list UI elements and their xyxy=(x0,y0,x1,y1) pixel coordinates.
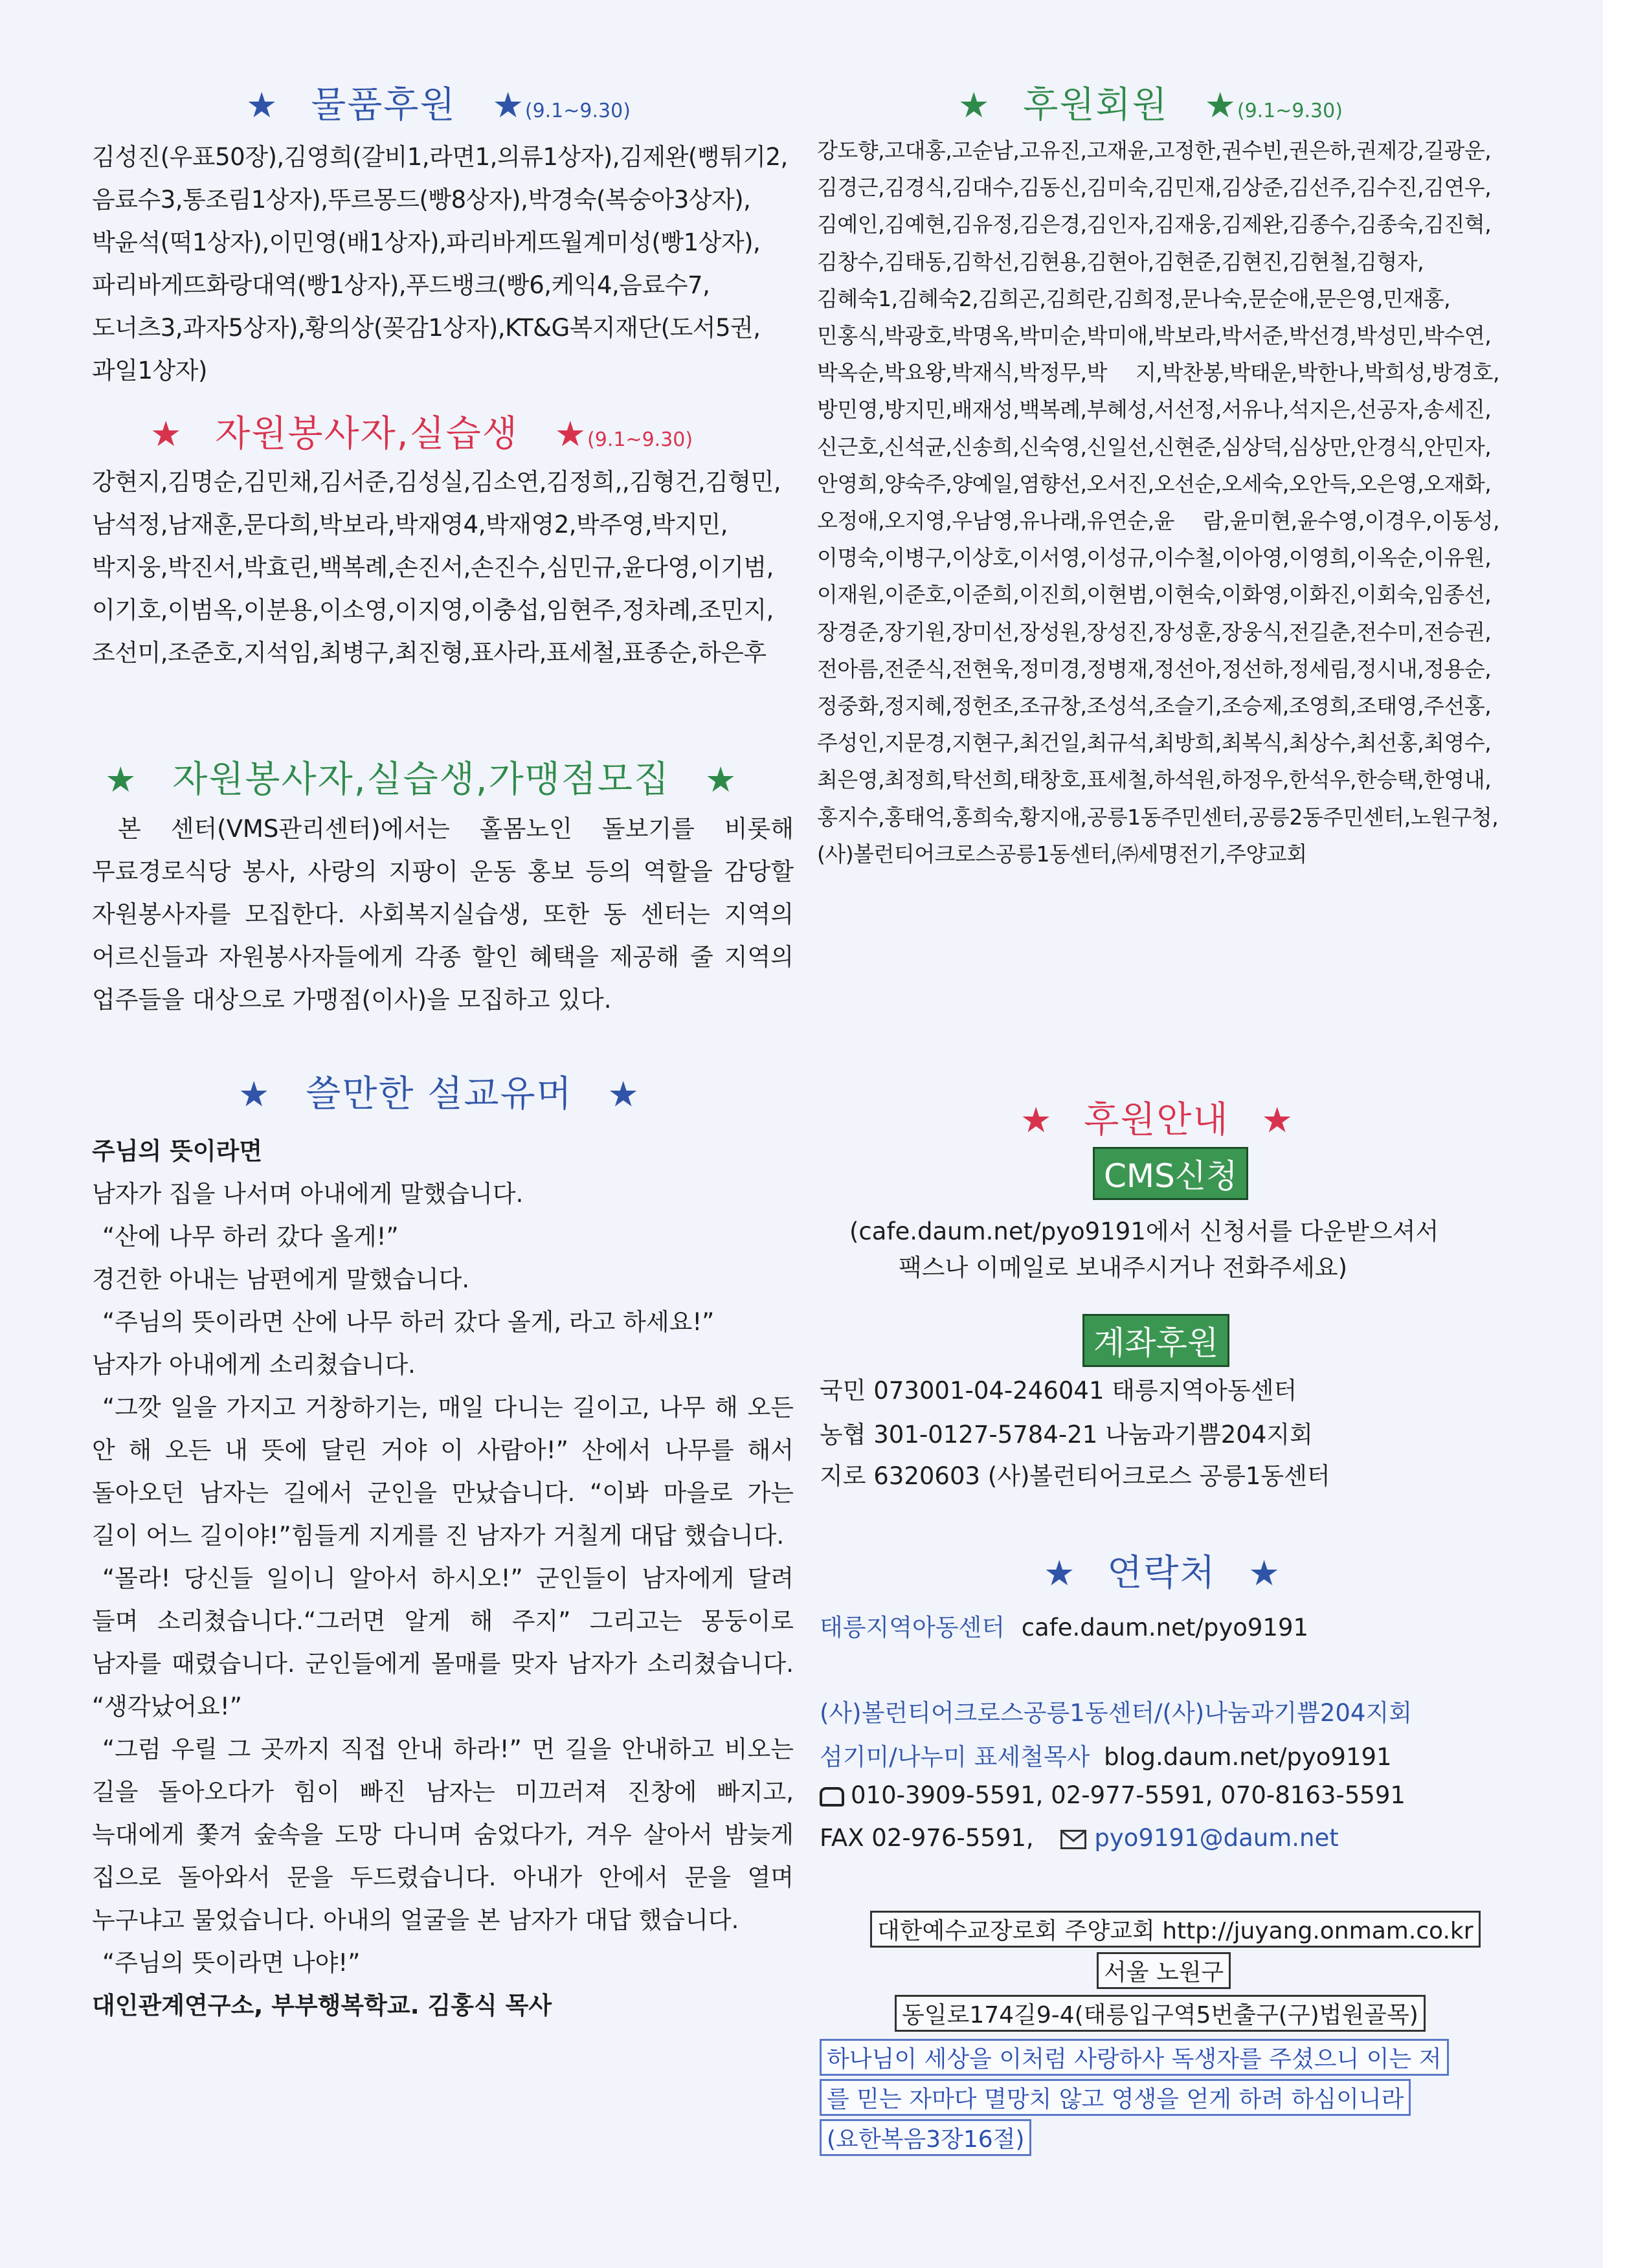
humor-line: 경건한 아내는 남편에게 말했습니다. xyxy=(92,1265,470,1293)
humor-line: “그럼 우릴 그 곳까지 직접 안내 하라!” 먼 길을 안내하고 비오는 길을 돌아오다가 힘이 빠진 남자는 미끄러져 진창에 빠지고, 늑대에게 쫓겨 숲속을 도망 다니며 숨었다가, 겨우 살아서 밤늦게 집으로 돌아와서 문을 두드렸습니다. 아내가 안에서 문을 열며 누구냐고 물었습니다. 아내의 얼굴을 본 남자가 대답 했습니다. xyxy=(92,1735,794,1934)
cms-note-2: 팩스나 이메일로 보내주시거나 전화주세요) xyxy=(899,1254,1348,1282)
phone-numbers: 010-3909-5591, 02-977-5591, 070-8163-5591 xyxy=(851,1781,1406,1809)
humor-heading: ★ 쓸만한 설교유머 ★ xyxy=(238,1073,640,1115)
verse-line-3: (요한복음3장16절) xyxy=(820,2119,1031,2156)
account-label: 계좌후원 xyxy=(1082,1314,1229,1367)
fax-number: FAX 02-976-5591, xyxy=(820,1824,1034,1852)
humor-subtitle: 주님의 뜻이라면 xyxy=(92,1137,263,1165)
star-icon: ★ xyxy=(704,759,738,800)
center-name: 태릉지역아동센터 xyxy=(820,1614,1005,1641)
goods-date: (9.1~9.30) xyxy=(524,100,631,122)
blog-url[interactable]: blog.daum.net/pyo9191 xyxy=(1104,1743,1392,1771)
humor-line: “주님의 뜻이라면 산에 나무 하러 갔다 올게, 라고 하세요!” xyxy=(102,1308,715,1336)
humor-line: “산에 나무 하러 갔다 올게!” xyxy=(102,1223,399,1251)
verse-line-1: 하나님이 세상을 이처럼 사랑하사 독생자를 주셨으니 이는 저 xyxy=(820,2039,1449,2076)
cms-note-1: (cafe.daum.net/pyo9191에서 신청서를 다운받으셔서 xyxy=(849,1217,1439,1245)
star-icon: ★ xyxy=(607,1074,640,1115)
mail-icon xyxy=(1060,1830,1086,1849)
volunteers-text: 강현지,김명순,김민채,김서준,김성실,김소연,김정희,,김형건,김형민,남석정,남재훈,문다희,박보라,박재영4,박재영2,박주영,박지민,박지웅,박진서,박효린,백복례,손진서,손진수,심민규,윤다영,이기범,이기호,이범옥,이분용,이소영,이지영,이충섭,임현주,정차례,조민지,조선미,조준호,지석임,최병구,최진형,표사라,표세철,표종순,하은후 xyxy=(92,468,781,667)
church-line-3: 동일로174길9-4(태릉입구역5번출구(구)법원골목) xyxy=(895,1995,1426,2032)
verse-line-2: 를 믿는 자마다 멸망치 않고 영생을 얻게 하려 하심이니라 xyxy=(820,2079,1411,2116)
humor-body xyxy=(92,1130,794,2027)
recruit-heading: ★ 자원봉사자,실습생,가맹점모집 ★ xyxy=(105,759,738,801)
page-margin xyxy=(1603,0,1647,2268)
humor-line: “몰라! 당신들 일이니 알아서 하시오!” 군인들이 남자에게 달려 들며 소리쳤습니다.“그러면 알게 해 주지” 그리고는 몽둥이로 남자를 때렸습니다. 군인들에게 몰매를 맞자 남자가 소리쳤습니다. “생각났어요!” xyxy=(92,1564,794,1720)
star-icon: ★ xyxy=(958,85,991,126)
church-line-2: 서울 노원구 xyxy=(1097,1952,1231,1989)
star-icon: ★ xyxy=(1204,85,1237,126)
pastor-label: 섬기미/나누미 표세철목사 xyxy=(820,1743,1090,1771)
members-heading: ★ 후원회원 ★(9.1~9.30) xyxy=(958,84,1343,126)
star-icon: ★ xyxy=(1261,1100,1294,1140)
phone-icon xyxy=(820,1787,844,1807)
center-url[interactable]: cafe.daum.net/pyo9191 xyxy=(1021,1614,1309,1641)
volunteers-heading: ★ 자원봉사자,실습생 ★(9.1~9.30) xyxy=(150,413,693,455)
humor-line: 남자가 집을 나서며 아내에게 말했습니다. xyxy=(92,1180,524,1208)
guide-heading: ★ 후원안내 ★ xyxy=(1020,1099,1294,1141)
members-text: 강도향,고대홍,고순남,고유진,고재윤,고정한,권수빈,권은하,권제강,길광운,김경근,김경식,김대수,김동신,김미숙,김민재,김상준,김선주,김수진,김연우,김예인,김예현,김유정,김은경,김인자,김재웅,김제완,김종수,김종숙,김진혁,김창수,김태동,김학선,김현용,김현아,김현준,김현진,김현철,김형자,김혜숙1,김혜숙2,김희곤,김희란,김희정,문나숙,문순애,문은영,민재홍,민홍식,박광호,박명옥,박미순,박미애,박보라,박서준,박선경,박성민,박수연,박옥순,박요왕,박재식,박정무,박 지,박찬봉,박태운,박한나,박희성,방경호,방민영,방지민,배재성,백복례,부혜성,서선정,서유나,석지은,선공자,송세진,신근호,신석균,신송희,신숙영,신일선,신현준,심상덕,심상만,안경식,안민자,안영희,양숙주,양예일,염향선,오서진,오선순,오세숙,오안득,오은영,오재화,오정애,오지영,우남영,유나래,유연순,윤 람,윤미현,윤수영,이경우,이동성,이명숙,이병구,이상호,이서영,이성규,이수철,이아영,이영희,이옥순,이유원,이재원,이준호,이준희,이진희,이현범,이현숙,이화영,이화진,이회숙,임종선,장경준,장기원,장미선,장성원,장성진,장성훈,장웅식,전길춘,전수미,전승권,전아름,전준식,전현욱,정미경,정병재,정선아,정선하,정세림,정시내,정용순,정중화,정지혜,정헌조,조규창,조성석,조슬기,조승제,조영희,조태영,주선홍,주성인,지문경,지현구,최건일,최규석,최방희,최복식,최상수,최선홍,최영수,최은영,최정희,탁선희,태창호,표세철,하석원,하정우,한석우,한승택,한영내,홍지수,홍태억,홍희숙,황지애,공릉1동주민센터,공릉2동주민센터,노원구청,(사)볼런티어크로스공릉1동센터,㈜세명전기,주양교회 xyxy=(817,138,1499,867)
org-line: (사)볼런티어크로스공릉1동센터/(사)나눔과기쁨204지회 xyxy=(820,1699,1412,1727)
account-line: 지로 6320603 (사)볼런티어크로스 공릉1동센터 xyxy=(820,1462,1330,1490)
star-icon: ★ xyxy=(238,1074,271,1115)
center-line xyxy=(820,1608,1308,1643)
humor-author: 대인관계연구소, 부부행복학교. 김홍식 목사 xyxy=(92,1992,552,2019)
volunteers-date: (9.1~9.30) xyxy=(587,428,693,451)
goods-text: 김성진(우표50장),김영희(갈비1,라면1,의류1상자),김제완(뻥튀기2,음료수3,통조림1상자),뚜르몽드(빵8상자),박경숙(복숭아3상자),박윤석(떡1상자),이민영(배1상자),파리바게뜨월계미성(빵1상자),파리바게뜨화랑대역(빵1상자),푸드뱅크(빵6,케익4,음료수7,도너츠3,과자5상자),황의상(꽂감1상자),KT&G복지재단(도서5권,과일1상자) xyxy=(92,143,788,384)
humor-line: “주님의 뜻이라면 나야!” xyxy=(102,1949,361,1977)
star-icon: ★ xyxy=(105,759,138,800)
pastor-line xyxy=(820,1737,1392,1772)
star-icon: ★ xyxy=(492,85,525,126)
church-line-1: 대한예수교장로회 주양교회 http://juyang.onmam.co.kr xyxy=(870,1911,1481,1948)
account-line: 농협 301-0127-5784-21 나눔과기쁨204지회 xyxy=(820,1421,1313,1449)
star-icon: ★ xyxy=(1044,1553,1077,1594)
star-icon: ★ xyxy=(1020,1100,1053,1140)
humor-line: “그깟 일을 가지고 거창하기는, 매일 다니는 길이고, 나무 해 오든 안 해 오든 내 뜻에 달린 거야 이 사람아!” 산에서 나무를 해서 돌아오던 남자는 길에서 군인을 만났습니다. “이봐 마을로 가는 길이 어느 길이야!”힘들게 지게를 진 남자가 거칠게 대답 했습니다. xyxy=(92,1394,794,1550)
members-date: (9.1~9.30) xyxy=(1237,100,1343,122)
goods-heading: ★ 물품후원 ★(9.1~9.30) xyxy=(246,84,631,126)
phone-line xyxy=(820,1781,1406,1809)
email-address[interactable]: pyo9191@daum.net xyxy=(1094,1824,1339,1852)
cms-label: CMS신청 xyxy=(1093,1147,1248,1200)
humor-line: 남자가 아내에게 소리쳤습니다. xyxy=(92,1351,416,1379)
star-icon: ★ xyxy=(246,85,279,126)
star-icon: ★ xyxy=(554,414,588,454)
contact-heading: ★ 연락처 ★ xyxy=(1044,1552,1281,1594)
account-line: 국민 073001-04-246041 태릉지역아동센터 xyxy=(820,1377,1297,1405)
recruit-text: 본 센터(VMS관리센터)에서는 홀몸노인 돌보기를 비롯해 무료경로식당 봉사, 사랑의 지팡이 운동 홍보 등의 역할을 감당할 자원봉사자를 모집한다. 사회복지실습생, 또한 동 센터는 지역의 어르신들과 자원봉사자들에게 각종 할인 혜택을 제공해 줄 지역의 업주들을 대상으로 가맹점(이사)을 모집하고 있다. xyxy=(92,815,794,1014)
star-icon: ★ xyxy=(1248,1553,1281,1594)
fax-line xyxy=(820,1824,1339,1852)
star-icon: ★ xyxy=(150,414,183,454)
